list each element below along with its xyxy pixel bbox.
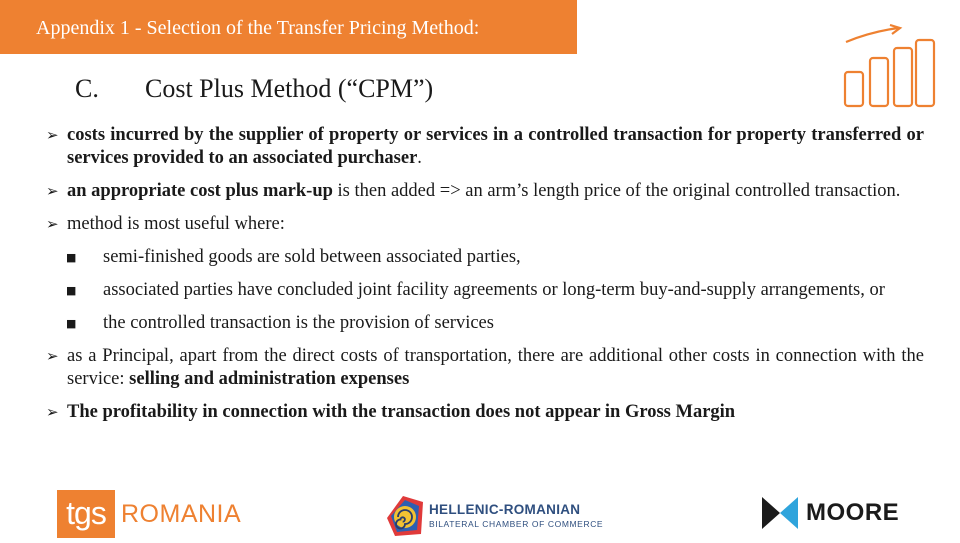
bullet-text-part: The profitability in connection with the transaction does not appear in Gross Margin xyxy=(67,402,736,422)
arrow-bullet-icon: ➢ xyxy=(46,215,59,233)
bullet-text-part: selling and administration expenses xyxy=(129,369,410,389)
bullet-text xyxy=(67,124,924,170)
bullet-item xyxy=(46,180,924,203)
sub-bullet-text: semi-finished goods are sold between associated parties, xyxy=(103,247,521,267)
hellenic-line2: BILATERAL CHAMBER OF COMMERCE xyxy=(429,519,604,529)
title-bar xyxy=(0,0,577,54)
square-bullet-icon: ■ xyxy=(66,317,77,330)
sub-bullet-item xyxy=(46,279,924,302)
square-bullet-icon: ■ xyxy=(66,251,77,264)
sub-bullet-item xyxy=(46,312,924,335)
bullet-text-part: is then added => an arm’s length price of the original controlled transaction. xyxy=(332,181,901,201)
bullet-text xyxy=(67,213,924,236)
section-letter: C. xyxy=(75,74,99,103)
tgs-mark: tgs xyxy=(57,490,115,538)
bullet-item xyxy=(46,345,924,391)
bullet-text-part: . xyxy=(417,148,422,168)
moore-logo-icon xyxy=(762,497,798,529)
section-title: Cost Plus Method (“CPM”) xyxy=(145,74,434,103)
bullet-list xyxy=(46,124,924,424)
bullet-text-part: costs incurred by the supplier of property or services in a controlled transaction for property transferred or services provided to an associated purchaser xyxy=(67,125,924,168)
bullet-text xyxy=(67,180,924,203)
sub-bullet-item xyxy=(46,246,924,269)
moore-logo xyxy=(762,497,900,534)
arrow-bullet-icon: ➢ xyxy=(46,347,59,365)
slide-title: Appendix 1 - Selection of the Transfer Pricing Method: xyxy=(36,17,480,39)
arrow-bullet-icon: ➢ xyxy=(46,403,59,421)
spiral-logo-icon xyxy=(383,494,427,538)
bullet-text-part: an appropriate cost plus mark-up xyxy=(67,181,333,201)
arrow-bullet-icon: ➢ xyxy=(46,126,59,144)
footer-logos xyxy=(0,484,960,540)
hellenic-romanian-logo xyxy=(383,494,604,543)
sub-bullet-text: associated parties have concluded joint facility agreements or long-term buy-and-supply arrangements, or xyxy=(103,280,885,300)
sub-bullet-text: the controlled transaction is the provision of services xyxy=(103,313,494,333)
bullet-item xyxy=(46,213,924,236)
bullet-text xyxy=(67,401,924,424)
square-bullet-icon: ■ xyxy=(66,284,77,297)
bullet-item xyxy=(46,124,924,170)
bullet-text-part: as a Principal, apart from the direct costs of transportation, there are additional other costs in connection with the service: xyxy=(67,346,924,389)
growth-chart-icon xyxy=(840,24,940,112)
bullet-text xyxy=(67,345,924,391)
tgs-name: ROMANIA xyxy=(121,500,242,528)
bullet-text-part: method is most useful where: xyxy=(67,214,285,234)
section-heading xyxy=(75,74,433,104)
moore-name: MOORE xyxy=(806,499,900,526)
hellenic-line1: HELLENIC-ROMANIAN xyxy=(429,502,581,517)
bullet-item xyxy=(46,401,924,424)
arrow-bullet-icon: ➢ xyxy=(46,182,59,200)
